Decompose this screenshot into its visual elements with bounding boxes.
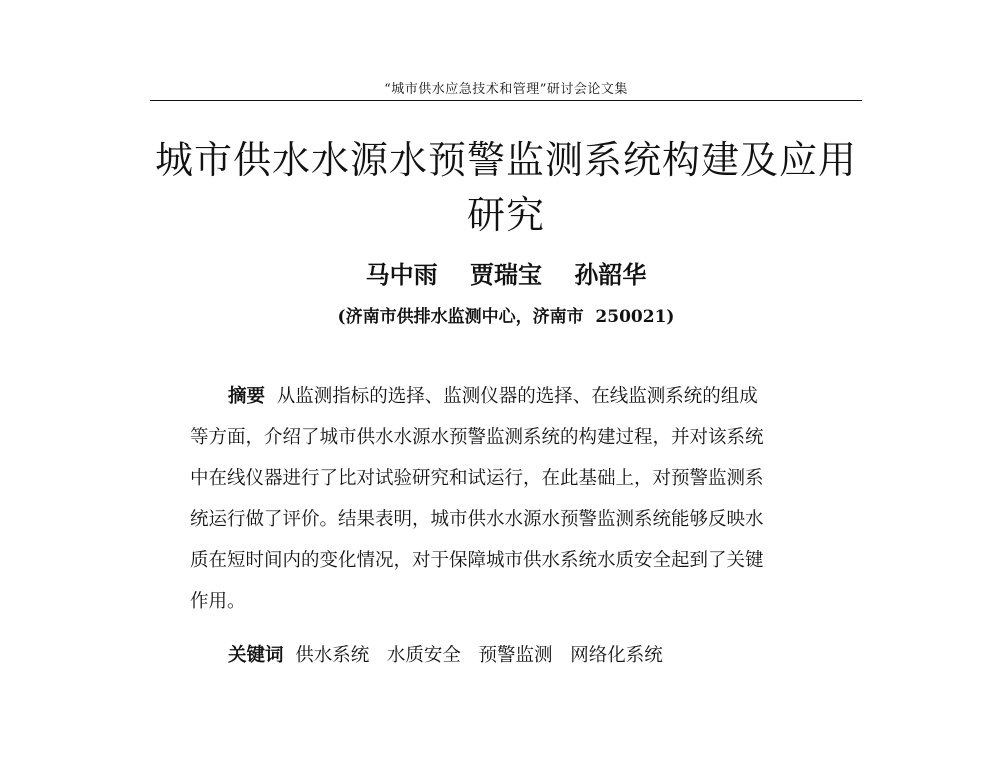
keywords-line — [228, 643, 663, 669]
keywords-label: 关键词 — [228, 645, 284, 666]
running-head: “城市供水应急技术和管理”研讨会论文集 — [384, 82, 628, 97]
abstract-line: 等方面，介绍了城市供水水源水预警监测系统的构建过程，并对该系统 — [190, 427, 764, 448]
authors: 马中雨 贾瑞宝 孙韶华 — [365, 260, 647, 289]
paper-title-line-2: 研究 — [466, 193, 545, 237]
abstract-line: 作用。 — [190, 591, 246, 612]
keywords-items: 供水系统 水质安全 预警监测 网络化系统 — [283, 645, 663, 666]
abstract-line: 中在线仪器进行了比对试验研究和试运行，在此基础上，对预警监测系 — [190, 468, 764, 489]
abstract-line: 质在短时间内的变化情况，对于保障城市供水系统水质安全起到了关键 — [190, 550, 764, 571]
paper-title-line-1: 城市供水水源水预警监测系统构建及应用 — [154, 138, 857, 182]
abstract-label: 摘要 — [228, 386, 266, 407]
header-rule — [150, 100, 862, 101]
affiliation: (济南市供排水监测中心，济南市 250021) — [337, 307, 675, 327]
abstract-line — [228, 384, 758, 410]
abstract-text: 从监测指标的选择、监测仪器的选择、在线监测系统的组成 — [265, 386, 758, 407]
abstract-line: 统运行做了评价。结果表明，城市供水水源水预警监测系统能够反映水 — [190, 509, 764, 530]
